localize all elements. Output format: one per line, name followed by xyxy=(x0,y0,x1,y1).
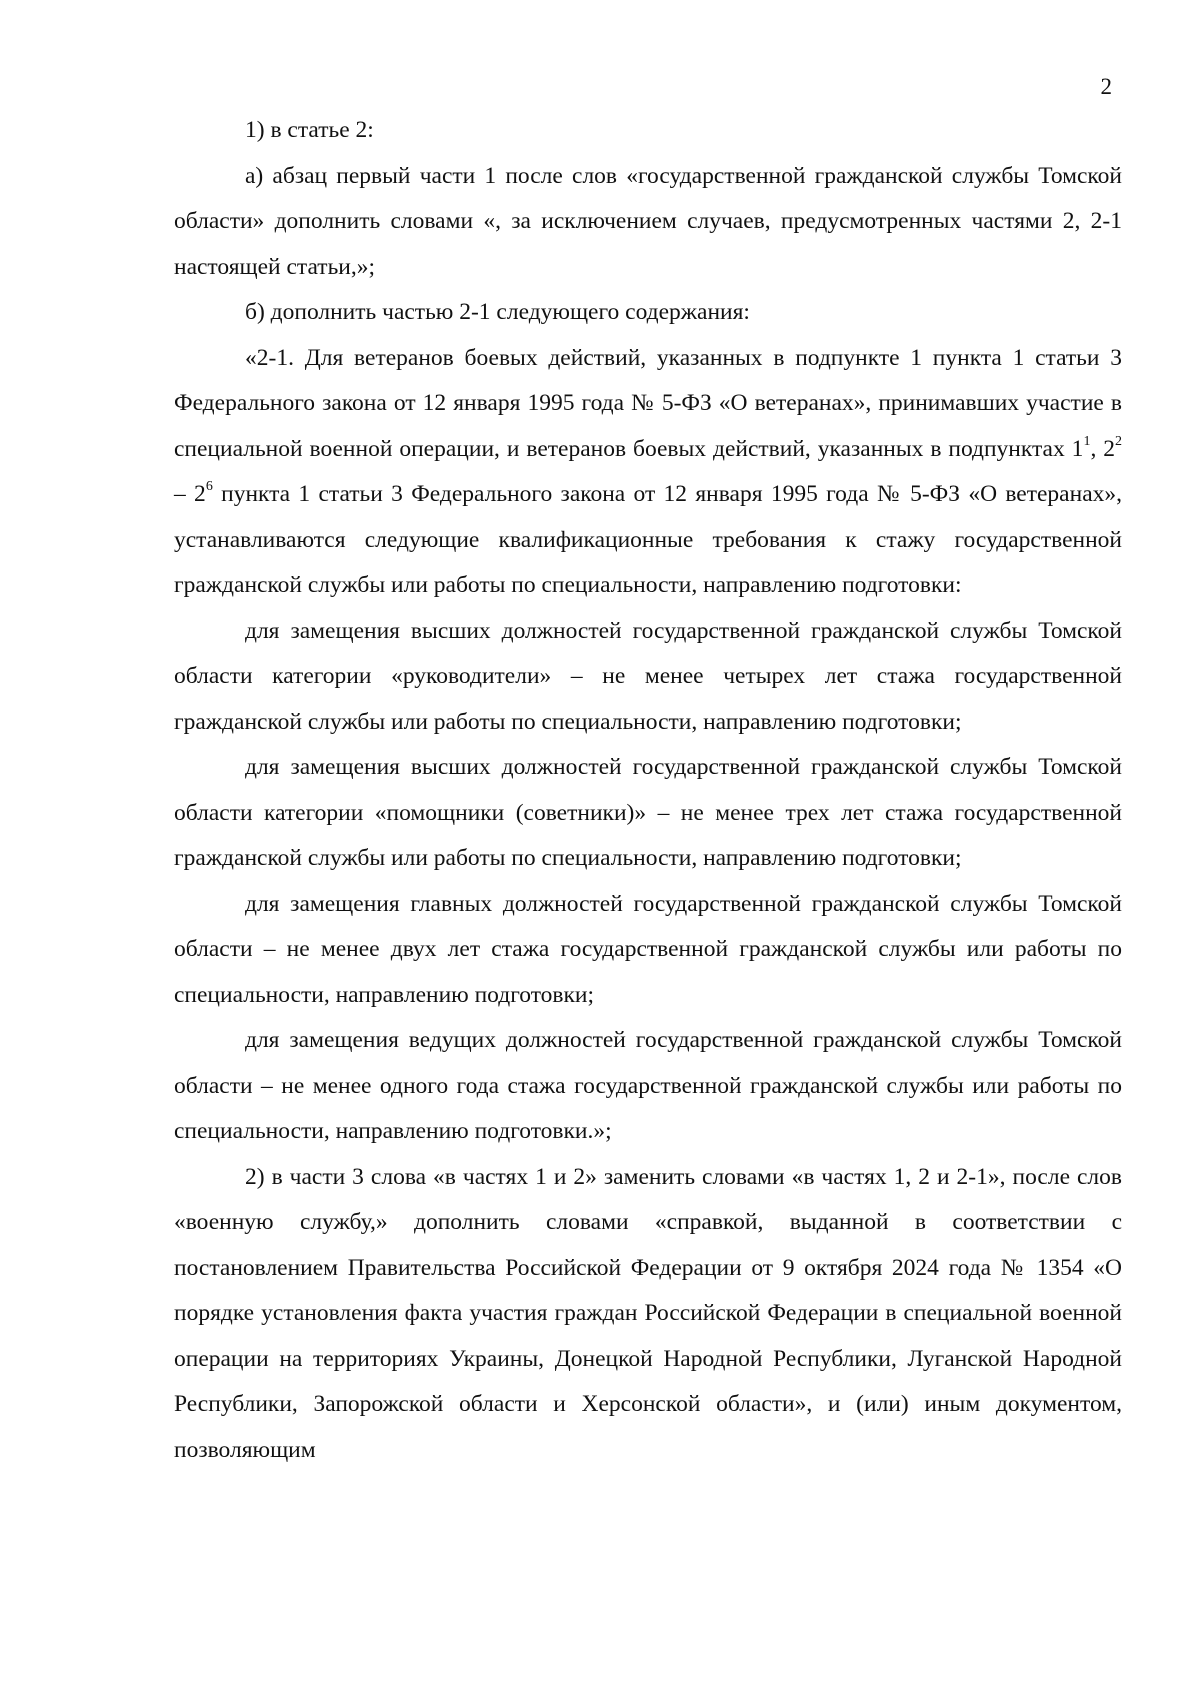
paragraph-requirement-main: для замещения главных должностей государственной гражданской службы Томской области – не менее двух лет стажа государственной гражданской службы или работы по специальности, направлению подготовки; xyxy=(174,890,1122,1008)
paragraph-part-2-1 xyxy=(174,336,1122,609)
document-body xyxy=(174,108,1122,1473)
superscript: 6 xyxy=(205,479,213,495)
paragraph-text: – 2 xyxy=(174,481,206,507)
superscript: 2 xyxy=(1115,433,1123,449)
superscript: 1 xyxy=(1083,433,1091,449)
paragraph-item-1a: а) абзац первый части 1 после слов «государственной гражданской службы Томской области» дополнить словами «, за исключением случаев, предусмотренных частями 2, 2-1 настоящей статьи,»; xyxy=(174,162,1122,280)
paragraph-requirement-top-advisors: для замещения высших должностей государственной гражданской службы Томской области категории «помощники (советники)» – не менее трех лет стажа государственной гражданской службы или работы по специальности, направлению подготовки; xyxy=(174,754,1122,871)
paragraph-item-2: 2) в части 3 слова «в частях 1 и 2» заменить словами «в частях 1, 2 и 2-1», после слов «военную службу,» дополнить словами «справкой, выданной в соответствии с постановлением Правительства Российской Федерации от 9 октября 2024 года № 1354 «О порядке установления факта участия граждан Российской Федерации в специальной военной операции на территориях Украины, Донецкой Народной Республики, Луганской Народной Республики, Запорожской области и Херсонской области», и (или) иным документом, позволяющим xyxy=(174,1163,1122,1463)
paragraph-text: пункта 1 статьи 3 Федерального закона от 12 января 1995 года № 5-ФЗ «О ветеранах», устанавливаются следующие квалификационные требования к стажу государственной гражданской службы или работы по специальности, направлению подготовки: xyxy=(174,481,1122,598)
paragraph-item-1b: б) дополнить частью 2-1 следующего содержания: xyxy=(245,299,750,325)
paragraph-text: , 2 xyxy=(1090,435,1116,462)
paragraph-requirement-top-leaders: для замещения высших должностей государственной гражданской службы Томской области категории «руководители» – не менее четырех лет стажа государственной гражданской службы или работы по специальности, направлению подготовки; xyxy=(174,617,1122,735)
page-number: 2 xyxy=(1100,74,1112,99)
paragraph-text: «2-1. Для ветеранов боевых действий, указанных в подпункте 1 пункта 1 статьи 3 Федерального закона от 12 января 1995 года № 5-ФЗ «О ветеранах», принимавших участие в специальной военной операции, и ветеранов боевых действий, указанных в подпунктах 1 xyxy=(174,344,1122,462)
paragraph-item-1: 1) в статье 2: xyxy=(245,117,374,143)
paragraph-requirement-leading: для замещения ведущих должностей государственной гражданской службы Томской области – не менее одного года стажа государственной гражданской службы или работы по специальности, направлению подготовки.»; xyxy=(174,1027,1122,1144)
